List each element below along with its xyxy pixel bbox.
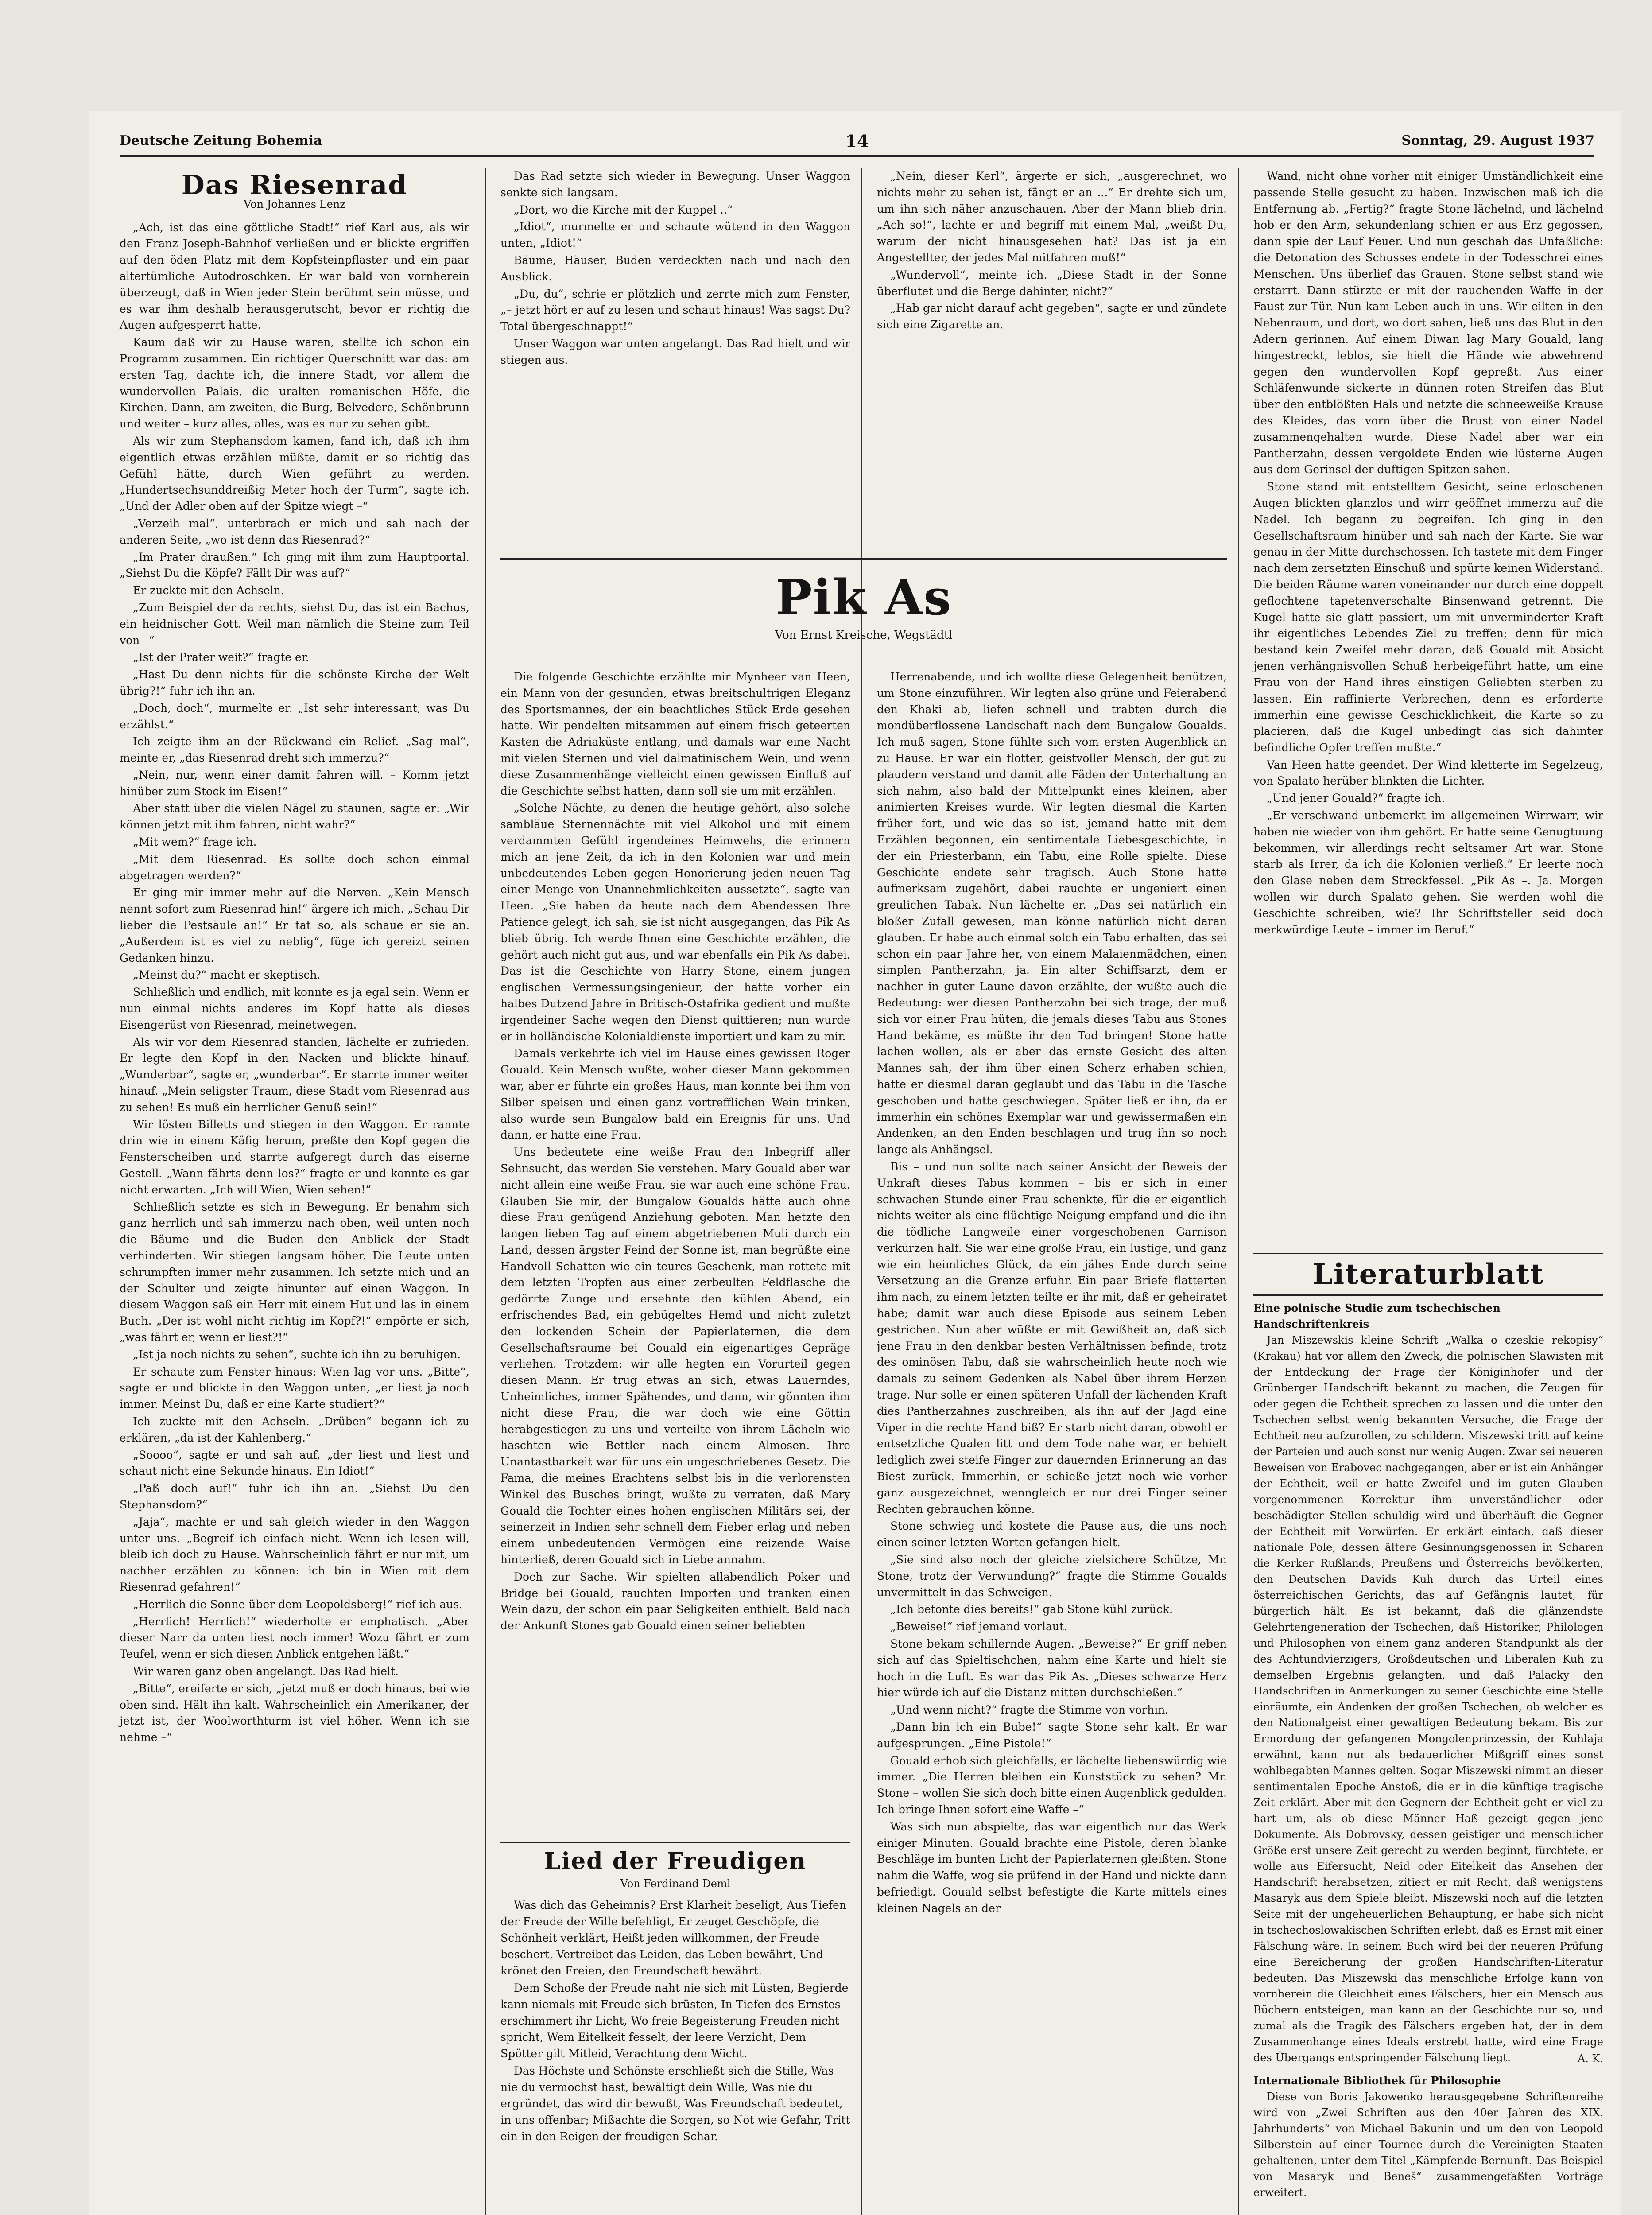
- section-title-literaturblatt: Literaturblatt: [1253, 1258, 1603, 1296]
- review-text: Jan Miszewskis kleine Schrift „Walka o czeskie rekopisy“ (Krakau) hat vor allem den Zweck, die polnischen Slawisten mit der Entdeckung der Frage der Königinhofer und der Grünberger Handschrift bekannt zu machen, die Zeugen für oder gegen die Echtheit sprechen zu lassen und die unter den Tschechen selbst wenig bekannten Versuche, die Frage der Echtheit neu aufzurollen, zu schildern. Miszewski tritt auf keine der Parteien und auch sonst nur wenig Augen. Zwar sei neueren Beweisen von Erabovec nachgegangen, aber er ist ein Anhänger der Echtheit, weil er hatte Zweifel und im guten Glauben vorgenommenen Korrektur ihm unverständlicher oder beschädigter Stellen schuldig wird und überhäuft die Gegner der Echtheit mit Vorwürfen. Er erklärt einfach, daß dieser nationale Pole, dessen ältere Gesinnungsgenossen in Scharen die Kerker Rußlands, Preußens und Österreichs bevölkerten, den Deutschen Davids Kuh durch das Urteil eines österreichischen Gerichts, das auf Gefängnis lautet, für bürgerlich hält. Es ist bekannt, daß die glänzendste Gelehrtengeneration der Tschechen, daß Historiker, Philologen und Philosophen von einem ganz anderen Standpunkt als der des Achtundvierzigers, Großdeutschen und Liberalen Kuh zu demselben Ergebnis gelangten, und daß Palacky den Handschriften in Anmerkungen zu seiner Geschichte eine Stelle einräumte, ein Andenken der großen Tschechen, ob welcher es den Nationalgeist einer gewaltigen Bedeutung bekam. Bis zur Ermordung der gefangenen Mongolenprinzessin, der Kuhlaja erwähnt, kann nur als bedauerlicher Mißgriff eines sonst wohlbegabten Mannes gelten. Sogar Miszewski nimmt an dieser sentimentalen Epoche Anstoß, die er in die künftige tragische Zeit erklärt. Aber mit den Gegnern der Echtheit geht er viel zu hart um, als ob diese Männer Haß gezeigt gegen jene Dokumente. Als Dobrovsky, dessen geistiger und menschlicher Größe erst unsere Zeit gerecht zu werden beginnt, fürchtete, er wolle aus Eifersucht, Neid oder Eitelkeit das Ansehen der Handschrift herabsetzen, zitiert er mit Recht, daß wenigstens Masaryk aus dem Spiele bleibt. Miszewski noch auf die letzten Seite mit der ungeheuerlichen Behauptung, er habe sich nicht in tschechoslowakischen Schriften erlebt, daß es Ernst mit einer Fälschung wäre. In seinem Buch wird bei der neueren Prüfung eine Bereicherung der großen Handschriften-Literatur bedeuten. Das Miszewski das menschliche Erfolge kann von vornherein die Gleichheit eines Fälschers, hier ein Mensch aus Büchern entsteigen, man kann an der Geschichte nur so, und zumal als die Tragik des Fälschers ergeben hat, der in dem Zusammenhange eines Ideals erstrebt hatte, wird eine Frage des Übergangs entspringender Fälschung liegt.: [1253, 1334, 1603, 2064]
- article-body-pik-as-end: [1253, 168, 1603, 938]
- column-riesenrad: [120, 168, 469, 1747]
- paragraph: Uns bedeutete eine weiße Frau den Inbegriff aller Sehnsucht, das werden Sie verstehen. Mary Gouald aber war nicht allein eine weiße Frau, sie war auch eine schöne Frau. Glauben Sie mir, der Bungalow Goualds hätte auch ohne diese Frau genügend Anziehung geboten. Man hetzte den langen lieben Tag auf einem abgetriebenen Muli durch ein Land, dessen ärgster Feind der Sonne ist, man begrüßte eine Handvoll Schatten wie ein teures Geschenk, man rottete mit dem letzten Tropfen aus einer zerbeulten Feldflasche die gedörrte Zunge und ersehnte den kühlen Abend, ein erfrischendes Bad, ein gebügeltes Hemd und nicht zuletzt den lockenden Schein der Papierlaternen, die dem Gesellschaftsraume bei Gouald ein eigenartiges Gepräge verliehen. Trotzdem: wir alle hegten ein Vorurteil gegen diesen Mann. Er trug etwas an sich, etwas Lauerndes, Unheimliches, immer Spähendes, und dann, wir gönnten ihm nicht diese Frau, die war doch wie eine Göttin herabgestiegen zu uns und verteilte von ihrem Lächeln wie haschten wie Bettler nach einem Almosen. Ihre Unantastbarkeit war für uns ein ungeschriebenes Gesetz. Die Fama, die meines Erachtens selbst bis in die verlorensten Winkel des Busches bringt, wußte zu verraten, daß Mary Gouald die Tochter eines hohen englischen Militärs sei, der seinerzeit in Indien sehr schnell dem Fieber erlag und neben einem unbedeutenden Vermögen eine reizende Waise hinterließ, deren Gouald sich in Liebe annahm.: [500, 1146, 850, 1566]
- review-signature: A. K.: [1577, 2052, 1603, 2065]
- paragraph: Dem Schoße der Freude naht nie sich mit Lüsten, Begierde kann niemals mit Freude sich brüsten, In Tiefen des Ernstes erschimmert ihr Licht, Wo freie Begeisterung Freuden nicht spricht, Wem Eitelkeit fesselt, der leere Verzicht, Dem Spötter gilt Mitleid, Verachtung dem Wicht.: [500, 1982, 849, 2060]
- poem-author: Von Ferdinand Deml: [620, 1877, 731, 1890]
- paragraph: „Ich betonte dies bereits!“ gab Stone kühl zurück.: [890, 1603, 1173, 1616]
- page-number: 14: [845, 131, 869, 151]
- paragraph: Ich zeigte ihm an der Rückwand ein Relief. „Sag mal“, meinte er, „das Riesenrad dreht sich immerzu?“: [120, 735, 469, 765]
- paragraph: Stone schwieg und kostete die Pause aus, die uns noch einen seiner letzten Worten gefangen hielt.: [877, 1519, 1227, 1549]
- column-rule: [485, 168, 486, 2215]
- paragraph: „Sie sind also noch der gleiche zielsichere Schütze, Mr. Stone, trotz der Verwundung?“ fragte die Stimme Goualds unvermittelt in das Schweigen.: [877, 1553, 1227, 1599]
- paragraph: Er schaute zum Fenster hinaus: Wien lag vor uns. „Bitte“, sagte er und blickte in den Waggon unten, „er liest ja noch immer. Meinst Du, daß er eine Karte studiert?“: [120, 1365, 469, 1411]
- paragraph: Was sich nun abspielte, das war eigentlich nur das Werk einiger Minuten. Gouald brachte eine Pistole, deren blanke Beschläge im bunten Licht der Papierlaternen gleißten. Stone nahm die Waffe, wog sie prüfend in der Hand und nickte dann befriedigt. Gouald selbst befestigte die Karte mittels eines kleinen Nagels an der: [877, 1820, 1227, 1915]
- article-body-pik-as-left: [500, 669, 850, 1634]
- paragraph: „Idiot“, murmelte er und schaute wütend in den Waggon unten, „Idiot!“: [500, 220, 850, 250]
- paragraph: Bis – und nun sollte nach seiner Ansicht der Beweis der Unkraft dieses Tabus kommen – bis er sich in einer schwachen Stunde einer Frau schenkte, für die er eigentlich nichts weiter als eine flüchtige Neigung empfand und die ihn die tödliche Langweile einer vorgeschobenen Garnison verkürzen half. Sie war eine große Frau, ein lustige, und ganz wie ein heimliches Glück, da ein jähes Ende durch seine Versetzung an die Grenze erfuhr. Ein paar Briefe flatterten ihm nach, zu einem letzten teilte er ihr mit, daß er geheiratet habe; damit war auch diese Episode aus seinem Leben gestrichen. Nun aber wüßte er mit Gewißheit an, daß sich jene Frau in den denkbar besten Verhältnissen befinde, trotz des ominösen Tabu, daß sie wahrscheinlich heute noch wie damals zu seinem Gedenken als Nabel über ihrem Herzen trage. Nur solle er einen späteren Unfall der lächenden Kraft dies Pantherzahnes zuschreiben, als ihn auf der Jagd eine Viper in die rechte Hand biß? Er starb nicht daran, obwohl er entsetzliche Qualen litt und dem Tode nahe war, er behielt lediglich zwei steife Finger zur dauernden Erinnerung an das Biest zurück. Immerhin, er schieße jetzt noch wie vorher ganz ausgezeichnet, wenngleich er nur drei Finger seiner Rechten gebrauchen könne.: [877, 1160, 1227, 1516]
- notice-heading: Internationale Bibliothek für Philosophie: [1253, 2074, 1501, 2087]
- article-title-riesenrad: Das Riesenrad: [181, 170, 408, 201]
- page-header: [120, 128, 1594, 157]
- paragraph: Unser Waggon war unten angelangt. Das Rad hielt und wir stiegen aus.: [500, 337, 850, 366]
- paragraph: Das Höchste und Schönste erschließt sich die Stille, Was nie du vermochst hast, bewältigt dein Wille, Was nie du ergründet, das wird dir bewußt, Was Freundschaft bedeutet, in uns offenbar; Mißachte die Sorgen, so Not wie Gefahr, Tritt ein in den Reigen der freudigen Schar.: [500, 2064, 850, 2143]
- paragraph: Wir waren ganz oben angelangt. Das Rad hielt.: [133, 1664, 399, 1678]
- literaturblatt-section: [1253, 1249, 1603, 2201]
- newspaper-name: Deutsche Zeitung Bohemia: [120, 133, 322, 148]
- paragraph: Wir lösten Billetts und stiegen in den Waggon. Er rannte drin wie in einem Käfig herum, preßte den Kopf gegen die Fensterscheiben und starrte aufgeregt durch das eiserne Gestell. „Wann fährts denn los?“ fragte er und konnte es gar nicht erwarten. „Ich will Wien, Wien sehen!“: [120, 1118, 469, 1196]
- divider: [1253, 1253, 1603, 1254]
- paragraph: Er ging mir immer mehr auf die Nerven. „Kein Mensch nennt sofort zum Riesenrad hin!“ ärgere ich mich. „Schau Dir lieber die Pestsäule an!“ Er tat so, als schaue er sie an. „Außerdem ist es viel zu neblig“, füge ich gereizt seinen Gedanken hinzu.: [120, 886, 469, 964]
- paragraph: „Und jener Gouald?“ fragte ich.: [1267, 792, 1445, 805]
- paragraph: „Wundervoll“, meinte ich. „Diese Stadt in der Sonne überflutet und die Berge dahinter, nicht?“: [877, 268, 1227, 298]
- paragraph: „Er verschwand unbemerkt im allgemeinen Wirrwarr, wir haben nie wieder von ihm gehört. Er hatte seine Genugtuung bekommen, wir allerdings recht seltsamer Art war. Stone starb als Irrer, da ich die Kolonien verließ.“ Er leerte noch den Glase neben dem Streckfessel. „Pik As –. Ja. Morgen wollen wir durch Spalato gehen. Sie werden wohl die Geschichte schreiben, wie? Ihr Schriftsteller seid doch merkwürdige Leute – immer im Beruf.“: [1253, 809, 1603, 936]
- paragraph: „Ach, ist das eine göttliche Stadt!“ rief Karl aus, als wir den Franz Joseph-Bahnhof verließen und er blickte ergriffen auf den öden Platz mit dem Kopfsteinpflaster und ein paar altertümliche Autodroschken. Er war bald von vornherein überzeugt, daß in Wien jeder Stein berühmt sein müsse, und es war ihm deshalb herausgerutscht, bevor er richtig die Augen aufgesperrt hatte.: [120, 221, 469, 332]
- paragraph: Als wir vor dem Riesenrad standen, lächelte er zufrieden. Er legte den Kopf in den Nacken und blickte hinauf. „Wunderbar“, sagte er, „wunderbar“. Er starrte immer weiter hinauf. „Mein seligster Traum, diese Stadt vom Riesenrad aus zu sehen! Es muß ein herrlicher Genuß sein!“: [120, 1035, 469, 1114]
- issue-date: Sonntag, 29. August 1937: [1401, 133, 1594, 148]
- paragraph: „Herrlich die Sonne über dem Leopoldsberg!“ rief ich aus.: [133, 1597, 463, 1611]
- paragraph: Die folgende Geschichte erzählte mir Mynheer van Heen, ein Mann von der gesunden, etwas breitschultrigen Eleganz des Sportsmannes, der ein beachtliches Stück Erde gesehen hatte. Wir pendelten mitsammen auf einem frisch geteerten Kasten die Adriaküste entlang, und damals war eine Nacht mit vielen Sternen und viel dalmatinischem Wein, und wenn diese Zusammenhänge vielleicht einen gewissen Einfluß auf die Geschichte selbst hatten, dann soll sie um mit erzählen.: [500, 670, 850, 797]
- paragraph: „Mit dem Riesenrad. Es sollte doch schon einmal abgetragen werden?“: [120, 852, 469, 882]
- paragraph: „Solche Nächte, zu denen die heutige gehört, also solche sambläue Sternennächte mit viel Alkohol und mit einem verdammten Gefühl irgendeines Heimwehs, die erinnern mich an jene Zeit, da ich in den Kolonien war und mein unbedeutendes Leben gegen Honorierung jeden neuen Tag einer Menge von Unannehmlichkeiten aussetzte“, sagte van Heen. „Sie haben da heute nach dem Abendessen Ihre Patience gelegt, ich sah, sie ist nicht ausgegangen, das Pik As blieb übrig. Ich werde Ihnen eine Geschichte erzählen, die gehört auch nicht gut aus, und war ebenfalls ein Pik As dabei. Das ist die Geschichte von Harry Stone, einem jungen englischen Vermessungsingenieur, der hatte vorher ein halbes Dutzend Jahre in Britisch-Ostafrika gedient und mußte irgendeiner Sache wegen den Dienst quittieren; nun wurde er in holländische Kolonialdienste importiert und kam zu mir.: [500, 801, 850, 1043]
- paragraph: „Doch, doch“, murmelte er. „Ist sehr interessant, was Du erzählst.“: [120, 701, 469, 731]
- paragraph: „Soooo“, sagte er und sah auf, „der liest und liest und schaut nicht eine Sekunde hinaus. Ein Idiot!“: [120, 1448, 469, 1478]
- paragraph: Er zuckte mit den Achseln.: [133, 584, 284, 597]
- paragraph: „Verzeih mal“, unterbrach er mich und sah nach der anderen Seite, „wo ist denn das Riesenrad?“: [120, 517, 469, 546]
- paragraph: „Dann bin ich ein Bube!“ sagte Stone sehr kalt. Er war aufgesprungen. „Eine Pistole!“: [877, 1721, 1227, 1750]
- divider: [500, 1842, 850, 1843]
- paragraph: „Zum Beispiel der da rechts, siehst Du, das ist ein Bachus, ein heidnischer Gott. Weil man nämlich die Steine zum Teil von –“: [120, 601, 469, 647]
- paragraph: „Hast Du denn nichts für die schönste Kirche der Welt übrig?!“ fuhr ich ihn an.: [120, 668, 469, 697]
- column-rule: [1238, 168, 1239, 2215]
- review-heading: Eine polnische Studie zum tschechischen Handschriftenkreis: [1253, 1302, 1501, 1330]
- column-four: [1253, 168, 1603, 1240]
- paragraph: „Und wenn nicht?“ fragte die Stimme von vorhin.: [890, 1703, 1169, 1717]
- poem-body: [500, 1897, 850, 2145]
- paragraph: Gouald erhob sich gleichfalls, er lächelte liebenswürdig wie immer. „Die Herren bleiben ein Kunststück zu sehen? Mr. Stone – wollen Sie sich doch bitte einen Augenblick gedulden. Ich bringe Ihnen sofort eine Waffe –“: [877, 1754, 1227, 1816]
- paragraph: „Jaja“, machte er und sah gleich wieder in den Waggon unter uns. „Begreif ich einfach nicht. Wenn ich lesen will, bleib ich doch zu Hause. Wahrscheinlich fährt er nur mit, um nachher erzählen zu können: ich bin in Wien mit dem Riesenrad gefahren!“: [120, 1515, 469, 1593]
- paragraph: „Ist ja noch nichts zu sehen“, suchte ich ihn zu beruhigen.: [133, 1348, 461, 1361]
- paragraph: Van Heen hatte geendet. Der Wind kletterte im Segelzeug, von Spalato herüber blinkten die Lichter.: [1253, 758, 1603, 788]
- column-three: [877, 168, 1227, 334]
- paragraph: „Mit wem?“ frage ich.: [133, 835, 257, 849]
- pik-as-header: [500, 558, 1227, 649]
- paragraph: „Nein, dieser Kerl“, ärgerte er sich, „ausgerechnet, wo nichts mehr zu sehen ist, fängt er an ...“ Er drehte sich um, um ihn sich näher anzuschauen. Aber der Mann blieb drin. „Ach so!“, lachte er und begriff mit einem Mal, „weißt Du, warum der nicht hinausgesehen hat? Das ist ja ein Angestellter, der jedes Mal mitfahren muß!“: [877, 170, 1227, 264]
- paragraph: Stone stand mit entstelltem Gesicht, seine erloschenen Augen blickten glanzlos und wirr geöffnet immerzu auf die Nadel. Ich begann zu begreifen. Ich ging in den Gesellschaftsraum hinüber und sah nach der Karte. Sie war genau in der Mitte durchschossen. Ich tastete mit dem Finger nach dem zersetzten Einschuß und spürte keinen Widerstand. Die beiden Räume waren voneinander nur durch eine doppelt geflochtene tapetenverschalte Binsenwand getrennt. Die Kugel hatte sie glatt passiert, um mit unverminderter Kraft ihr eigentliches Lebendes Ziel zu treffen; denn für mich bestand kein Zweifel mehr daran, daß Gouald mit Absicht jenen verhängnisvollen Schuß herbeigeführt hatte, um eine Frau von der Hand ihres einstigen Geliebten sterben zu lassen. Ein raffinierte Verbrechen, denn es erforderte immerhin eine gewisse Geschicklichkeit, die Karte so zu placieren, daß die Kugel unbedingt das sich dahinter befindliche Opfer treffen mußte.“: [1253, 480, 1603, 754]
- byline-pik-as: Von Ernst Kreische, Wegstädtl: [775, 629, 953, 642]
- pik-as-right: [877, 669, 1227, 2215]
- column-rule: [861, 168, 862, 2215]
- paragraph: Bäume, Häuser, Buden verdeckten nach und nach den Ausblick.: [500, 253, 850, 283]
- paragraph: Das Rad setzte sich wieder in Bewegung. Unser Waggon senkte sich langsam.: [500, 170, 850, 199]
- article-body-riesenrad: [120, 220, 469, 1746]
- paragraph: Damals verkehrte ich viel im Hause eines gewissen Roger Gouald. Kein Mensch wußte, woher dieser Mann gekommen war, aber er führte ein großes Haus, man konnte bei ihm von Silber speisen und einen ganz vortrefflichen Wein trinken, also wurde sein Bungalow bald ein Ereignis für uns. Und dann, er hatte eine Frau.: [500, 1047, 850, 1142]
- paragraph: Wand, nicht ohne vorher mit einiger Umständlichkeit eine passende Stelle gesucht zu haben. Inzwischen maß ich die Entfernung ab. „Fertig?“ fragte Stone lächelnd, und lächelnd hob er den Arm, sekundenlang schien er aus Erz gegossen, dann spie der Lauf Feuer. Und nun geschah das Unfaßliche: die Detonation des Schusses endete in der Todesschrei eines Menschen. Uns überlief das Grauen. Stone selbst stand wie erstarrt. Dann stürzte er mit der rauchenden Waffe in der Faust zur Tür. Nun kam Leben auch in uns. Wir eilten in den Nebenraum, und dort, wo dort sahen, ließ uns das Blut in den Adern gerinnen. Auf einem Diwan lag Mary Gouald, lang hingestreckt, leblos, sie hielt die Hände wie abwehrend gegen den wundervollen Kopf gepreßt. Aus einer Schläfenwunde sickerte in dünnen roten Streifen das Blut über den entblößten Hals und netzte die schneeweiße Krause des Kleides, das vorn über die Brust von einer Nadel zusammengehalten wurde. Diese Nadel aber war ein Pantherzahn, dessen vergoldete Enden wie lüsterne Augen aus dem Gerinsel der duftigen Spitzen sahen.: [1253, 170, 1603, 476]
- paragraph: Schließlich und endlich, mit konnte es ja egal sein. Wenn er nun einmal nichts anderes im Kopf hatte als dieses Eisengerüst von Riesenrad, meinetwegen.: [120, 986, 469, 1031]
- paragraph: „Meinst du?“ macht er skeptisch.: [133, 968, 321, 982]
- pik-as-left: [500, 669, 850, 1723]
- column-two: [500, 168, 850, 369]
- paragraph: „Beweise!“ rief jemand vorlaut.: [890, 1620, 1067, 1633]
- paragraph: „Paß doch auf!“ fuhr ich ihn an. „Siehst Du den Stephansdom?“: [120, 1482, 469, 1511]
- paragraph: „Hab gar nicht darauf acht gegeben“, sagte er und zündete sich eine Zigarette an.: [877, 302, 1227, 331]
- article-continuation-riesenrad: [500, 168, 850, 369]
- paragraph: Schließlich setzte es sich in Bewegung. Er benahm sich ganz herrlich und sah immerzu nach oben, weil unten noch die Bäume und die Buden den Anblick der Stadt verhinderten. Wir stiegen langsam höher. Die Leute unten schrumpften immer mehr zusammen. Ich setzte mich und an der Schulter und zeigte hinunter auf einen Waggon. In diesem Waggon saß ein Herr mit einem Hut und las in einem Buch. „Der ist wohl nicht richtig im Kopf?!“ empörte er sich, „was fährt er, wenn er liest?!“: [120, 1200, 469, 1344]
- paragraph: „Ist der Prater weit?“ fragte er.: [133, 651, 309, 664]
- paragraph: Kaum daß wir zu Hause waren, stellte ich schon ein Programm zusammen. Ein richtiger Querschnitt war das: am ersten Tag, dachte ich, die innere Stadt, vor allem die wundervollen Palais, die uralten romanischen Höfe, die Kirchen. Dann, am zweiten, die Burg, Belvedere, Schönbrunn und weiter – kurz alles, alles, was es nur zu sehen gibt.: [120, 336, 469, 431]
- poem-title: Lied der Freudigen: [544, 1848, 807, 1875]
- article-title-pik-as: Pik As: [775, 569, 952, 626]
- paragraph: Als wir zum Stephansdom kamen, fand ich, daß ich ihm eigentlich etwas erzählen müßte, damit er so richtig das Gefühl hätte, durch Wien geführt zu werden. „Hundertsechsunddreißig Meter hoch der Turm“, sagte ich. „Und der Adler oben auf der Spitze wiegt –“: [120, 434, 469, 513]
- article-body-pik-as-right: [877, 669, 1227, 1917]
- notice-text: Diese von Boris Jakowenko herausgegebene Schriftenreihe wird von „Zwei Schriften aus den 40er Jahren des XIX. Jahrhunderts“ von Michael Bakunin und um den von Leopold Silberstein auf einer Tournee durch die Vereinigten Staaten gehaltenen, unter dem Titel „Kämpfende Bernunft. Das Beispiel von Masaryk und Beneš“ zusammengefaßten Vorträge erweitert.: [1253, 2091, 1603, 2199]
- paragraph: Ich zuckte mit den Achseln. „Drüben“ begann ich zu erklären, „da ist der Kahlenberg.“: [120, 1414, 469, 1444]
- paragraph: „Dort, wo die Kirche mit der Kuppel ..“: [514, 203, 733, 216]
- paragraph: „Du, du“, schrie er plötzlich und zerrte mich zum Fenster, „– jetzt hört er auf zu lesen und schaut hinaus! Was sagst Du? Total übergeschnappt!“: [500, 287, 850, 333]
- newspaper-page: [89, 111, 1621, 2215]
- byline-riesenrad: Von Johannes Lenz: [244, 198, 345, 210]
- poem-block: [500, 1838, 850, 2145]
- paragraph: Was dich das Geheimnis? Erst Klarheit beseligt, Aus Tiefen der Freude der Wille befehligt, Er zeuget Geschöpfe, die Schönheit verklärt, Heißt jeden willkommen, der Freude beschert, Vertreibet das Leiden, das Leben bewährt, Und krönet den Freien, den Freundschaft bewährt.: [500, 1899, 846, 1977]
- paragraph: „Im Prater draußen.“ Ich ging mit ihm zum Hauptportal. „Siehst Du die Köpfe? Fällt Dir was auf?“: [120, 550, 469, 580]
- paragraph: „Nein, nur, wenn einer damit fahren will. – Komm jetzt hinüber zum Stock im Eisen!“: [120, 768, 469, 798]
- article-continuation-riesenrad-end: [877, 168, 1227, 333]
- paragraph: Herrenabende, und ich wollte diese Gelegenheit benützen, um Stone einzuführen. Wir legten also grüne und Feierabend den Khaki ab, liefen schnell und trabten durch die mondüberflossene Landschaft nach dem Bungalow Goualds. Ich muß sagen, Stone fühlte sich vom ersten Augenblick an zu Hause. Er war ein flotter, geistvoller Mensch, der gut zu plaudern verstand und damit alle Fäden der Unterhaltung an sich nahm, also bald der Mittelpunkt eines kleinen, aber animierten Kreises wurde. Wir legten diesmal die Karten früher fort, und wie das so ist, jemand hatte mit dem Erzählen begonnen, ein sentimentale Liebesgeschichte, in der ein Priesterbann, ein Tabu, eine Rolle spielte. Diese Geschichte endete sehr tragisch. Auch Stone hatte aufmerksam zugehört, dabei rauchte er ungeniert einen greulichen Tabak. Nun lächelte er. „Das sei natürlich ein bloßer Zufall gewesen, man könne natürlich nicht daran glauben. Er habe auch einmal solch ein Tabu erhalten, das sei schon ein paar Jahre her, von einem Malaienmädchen, einen simplen Pantherzahn, ja. Ein alter Schiffsarzt, dem er nachher in guter Laune davon erzählte, der wußte auch die Bedeutung: wer diesen Pantherzahn bei sich trage, der muß sich vor einer Frau hüten, die jemals dieses Tabu aus Stones Hand bekäme, es müßte ihr den Tod bringen! Stone hatte lachen wollen, als er aber das ernste Gesicht des alten Mannes sah, der ihm über einen Scherz erhaben schien, hatte er diesmal daran geglaubt und das Tabu in die Tasche geschoben und hatte geschwiegen. Später ließ er ihn, da er immerhin ein schönes Exemplar war und gewissermaßen ein Andenken, an den Enden beschlagen und trug ihn so noch lange als Anhängsel.: [877, 670, 1227, 1156]
- paragraph: „Bitte“, ereiferte er sich, „jetzt muß er doch hinaus, bei wie oben sind. Hält ihn kalt. Wahrscheinlich ein Amerikaner, der jetzt ist, der Woolworthturm ist viel höher. Wenn ich sie nehme –“: [120, 1682, 469, 1744]
- paragraph: Stone bekam schillernde Augen. „Beweise?“ Er griff neben sich auf das Spieltischchen, nahm eine Karte und hielt sie hoch in die Luft. Es war das Pik As. „Dieses schwarze Herz hier würde ich auf die Distanz mitten durchschießen.“: [877, 1637, 1227, 1699]
- paragraph: Aber statt über die vielen Nägel zu staunen, sagte er: „Wir können jetzt mit ihm fahren, nicht wahr?“: [120, 802, 469, 832]
- paragraph: Doch zur Sache. Wir spielten allabendlich Poker und Bridge bei Gouald, rauchten Importen und tranken einen Wein dazu, der schon ein paar Seligkeiten enthielt. Bald nach der Ankunft Stones gab Gouald einen seiner beliebten: [500, 1570, 850, 1632]
- paragraph: „Herrlich! Herrlich!“ wiederholte er emphatisch. „Aber dieser Narr da unten liest noch immer! Wozu fährt er zum Teufel, wenn er sich diesen Anblick entgehen läßt.“: [120, 1615, 469, 1661]
